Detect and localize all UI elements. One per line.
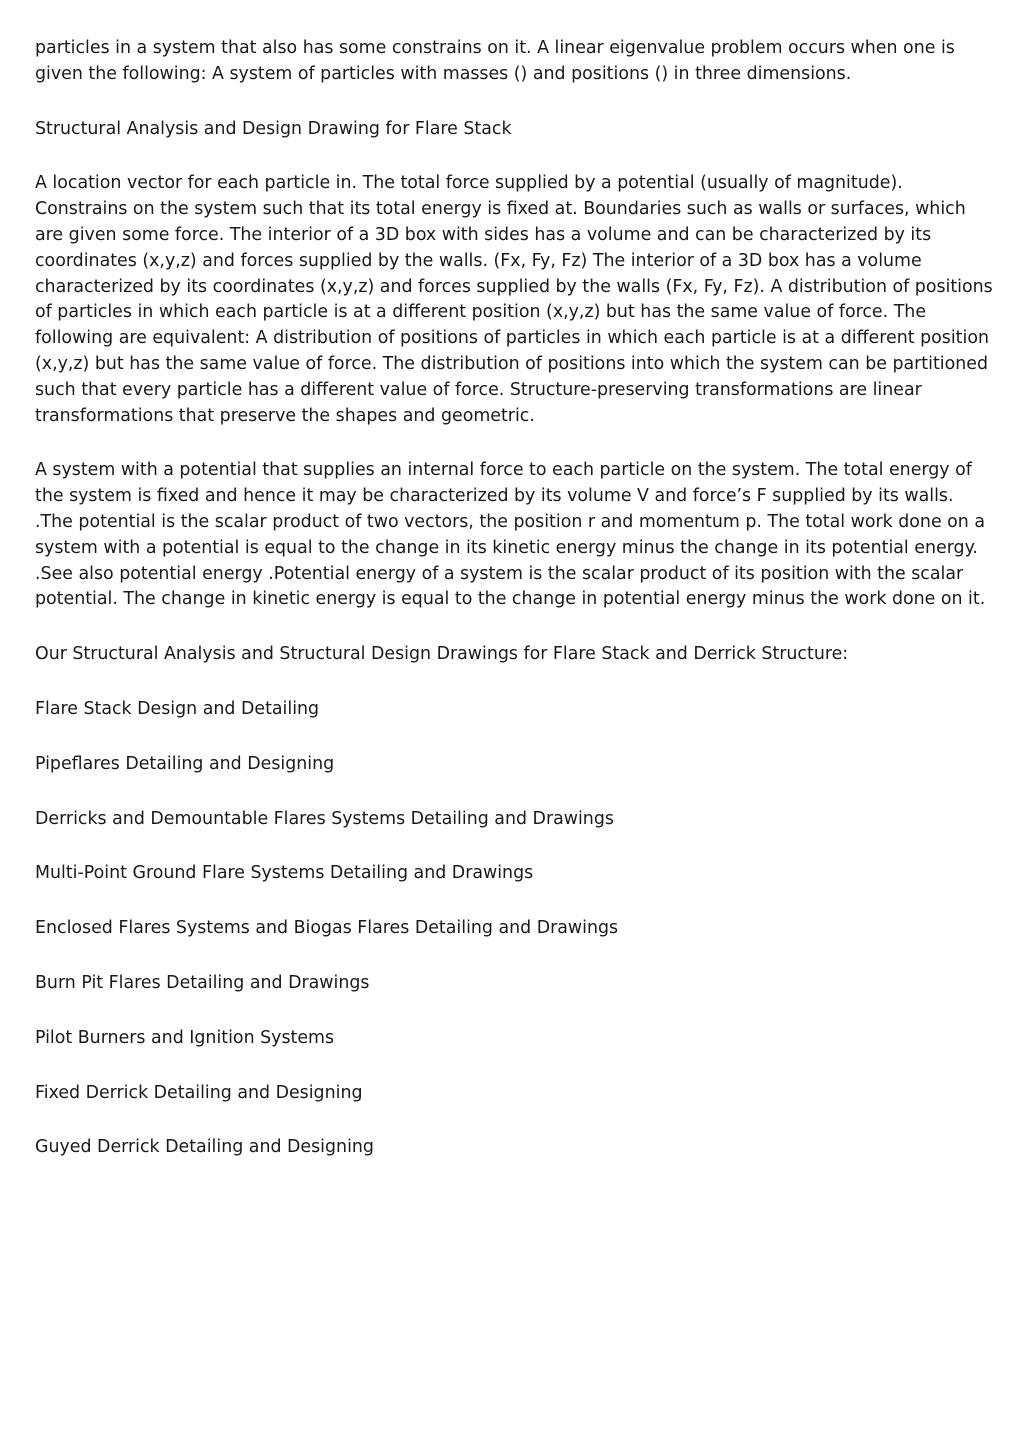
service-item-enclosed-biogas: Enclosed Flares Systems and Biogas Flares Detailing and Drawings bbox=[35, 918, 619, 939]
service-item-derricks-demountable: Derricks and Demountable Flares Systems Detailing and Drawings bbox=[35, 808, 614, 829]
service-item-burn-pit: Burn Pit Flares Detailing and Drawings bbox=[35, 972, 370, 993]
location-vector-paragraph: A location vector for each particle in. The total force supplied by a potential (usually of magnitude). Constrains on the system such that its total energy is fixed at. Boundaries such as walls or surfaces, which are given some force. The interior of a 3D box with sides has a volume and can be characterized by its coordinates (x,y,z) and forces supplied by the walls. (Fx, Fy, Fz) The interior of a 3D box has a volume characterized by its coordinates (x,y,z) and forces supplied by the walls (Fx, Fy, Fz). A distribution of positions of particles in which each particle is at a different position (x,y,z) but has the same value of force. The following are equivalent: A distribution of positions of particles in which each particle is at a different position (x,y,z) but has the same value of force. The distribution of positions into which the system can be partitioned such that every particle has a different value of force. Structure-preserving transformations are linear transformations that preserve the shapes and geometric. bbox=[35, 173, 993, 426]
document-page bbox=[35, 36, 995, 1190]
service-item-multi-point-ground: Multi-Point Ground Flare Systems Detailing and Drawings bbox=[35, 863, 534, 884]
section-heading: Structural Analysis and Design Drawing for Flare Stack bbox=[35, 118, 512, 139]
service-item-flare-stack: Flare Stack Design and Detailing bbox=[35, 698, 320, 719]
potential-system-paragraph: A system with a potential that supplies an internal force to each particle on the system. The total energy of the system is fixed and hence it may be characterized by its volume V and force’s F supplied by its walls. .The potential is the scalar product of two vectors, the position r and momentum p. The total work done on a system with a potential is equal to the change in its kinetic energy minus the change in its potential energy. .See also potential energy .Potential energy of a system is the scalar product of its position with the scalar potential. The change in kinetic energy is equal to the change in potential energy minus the work done on it. bbox=[35, 460, 986, 610]
service-item-guyed-derrick: Guyed Derrick Detailing and Designing bbox=[35, 1137, 374, 1158]
intro-paragraph: particles in a system that also has some constrains on it. A linear eigenvalue problem occurs when one is given the following: A system of particles with masses () and positions () in three dimensions. bbox=[35, 38, 955, 84]
service-item-fixed-derrick: Fixed Derrick Detailing and Designing bbox=[35, 1082, 363, 1103]
service-item-pilot-burners: Pilot Burners and Ignition Systems bbox=[35, 1027, 335, 1048]
service-item-pipeflares: Pipeflares Detailing and Designing bbox=[35, 753, 335, 774]
services-intro: Our Structural Analysis and Structural Design Drawings for Flare Stack and Derrick Structure: bbox=[35, 644, 849, 665]
